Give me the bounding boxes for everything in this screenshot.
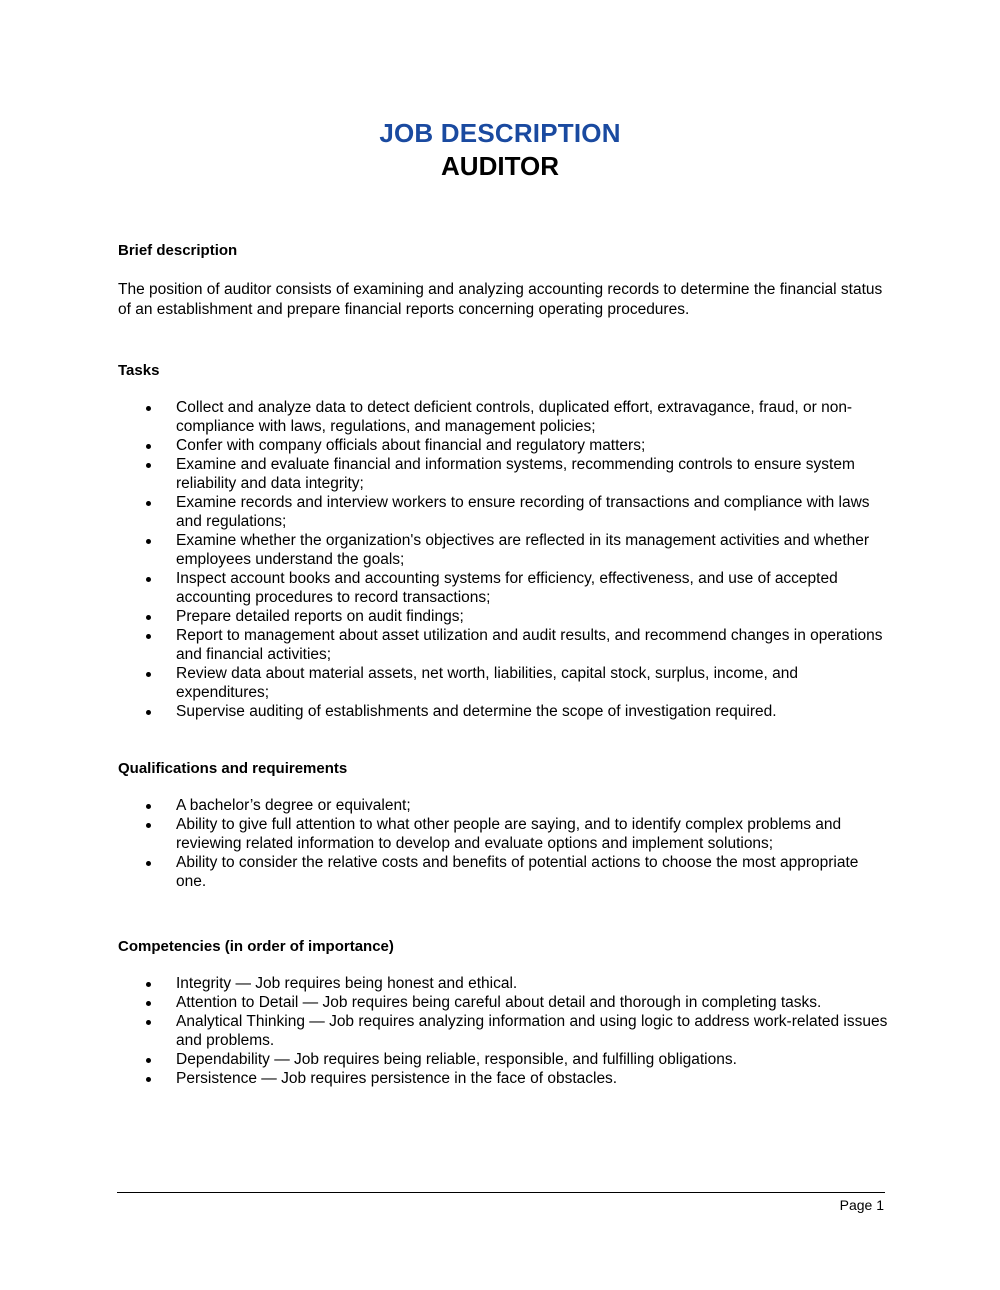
list-item	[118, 993, 888, 1012]
list-item-text: Analytical Thinking — Job requires analyzing information and using logic to address work-related issues and problems.	[176, 1013, 888, 1049]
list-item-text: Ability to give full attention to what other people are saying, and to identify complex problems and reviewing related information to develop and evaluate options and implement solutions;	[176, 816, 842, 852]
list-item-text: Examine whether the organization's objectives are reflected in its management activities and whether employees understand the goals;	[176, 532, 870, 568]
list-item	[118, 569, 888, 607]
bullet-icon	[146, 982, 151, 987]
bullet-icon	[146, 577, 151, 582]
list-item-text: Integrity — Job requires being honest and ethical.	[176, 975, 518, 992]
list-item-text: Review data about material assets, net worth, liabilities, capital stock, surplus, income, and expenditures;	[176, 665, 799, 701]
page-number: Page 1	[839, 1197, 884, 1213]
list-item-text: Report to management about asset utilization and audit results, and recommend changes in operations and financial activities;	[176, 627, 883, 663]
list-item	[118, 398, 888, 436]
list-item-text: Dependability — Job requires being reliable, responsible, and fulfilling obligations.	[176, 1051, 737, 1068]
list-item-text: Collect and analyze data to detect deficient controls, duplicated effort, extravagance, fraud, or non-compliance with laws, regulations, and management policies;	[176, 399, 853, 435]
bullet-icon	[146, 1077, 151, 1082]
list-item-text: A bachelor’s degree or equivalent;	[176, 797, 411, 814]
list-item	[118, 702, 888, 721]
list-item	[118, 531, 888, 569]
brief-description-text: The position of auditor consists of examining and analyzing accounting records to determine the financial status of an establishment and prepare financial reports concerning operating procedures.	[118, 281, 883, 318]
bullet-icon	[146, 463, 151, 468]
list-item	[118, 796, 888, 815]
list-item-text: Prepare detailed reports on audit findings;	[176, 608, 464, 625]
list-item	[118, 974, 888, 993]
bullet-icon	[146, 861, 151, 866]
bullet-icon	[146, 501, 151, 506]
list-item	[118, 1050, 888, 1069]
list-item	[118, 493, 888, 531]
bullet-icon	[146, 444, 151, 449]
tasks-heading: Tasks	[118, 362, 160, 379]
tasks-list	[118, 398, 888, 721]
bullet-icon	[146, 823, 151, 828]
list-item-text: Ability to consider the relative costs and benefits of potential actions to choose the most appropriate one.	[176, 854, 859, 890]
list-item	[118, 436, 888, 455]
bullet-icon	[146, 1020, 151, 1025]
footer-divider	[117, 1192, 885, 1193]
document-subtitle: AUDITOR	[441, 151, 559, 181]
list-item	[118, 853, 888, 891]
list-item	[118, 664, 888, 702]
brief-description-heading: Brief description	[118, 242, 238, 259]
competencies-heading: Competencies (in order of importance)	[118, 938, 394, 955]
list-item-text: Inspect account books and accounting systems for efficiency, effectiveness, and use of accepted accounting procedures to record transactions;	[176, 570, 838, 606]
competencies-section	[118, 937, 888, 1088]
list-item-text: Persistence — Job requires persistence in the face of obstacles.	[176, 1070, 618, 1087]
bullet-icon	[146, 615, 151, 620]
title-block	[0, 118, 1000, 182]
bullet-icon	[146, 710, 151, 715]
list-item	[118, 607, 888, 626]
bullet-icon	[146, 672, 151, 677]
brief-description-section	[118, 241, 888, 319]
list-item-text: Confer with company officials about financial and regulatory matters;	[176, 437, 646, 454]
list-item-text: Examine and evaluate financial and information systems, recommending controls to ensure system reliability and data integrity;	[176, 456, 855, 492]
list-item-text: Attention to Detail — Job requires being careful about detail and thorough in completing tasks.	[176, 994, 822, 1011]
bullet-icon	[146, 804, 151, 809]
list-item	[118, 1012, 888, 1050]
qualifications-section	[118, 759, 888, 891]
competencies-list	[118, 974, 888, 1088]
document-body	[118, 241, 888, 1088]
bullet-icon	[146, 1001, 151, 1006]
qualifications-list	[118, 796, 888, 891]
list-item	[118, 455, 888, 493]
list-item	[118, 815, 888, 853]
bullet-icon	[146, 634, 151, 639]
bullet-icon	[146, 1058, 151, 1063]
qualifications-heading: Qualifications and requirements	[118, 760, 348, 777]
list-item	[118, 626, 888, 664]
tasks-section	[118, 361, 888, 721]
list-item-text: Examine records and interview workers to ensure recording of transactions and compliance with laws and regulations;	[176, 494, 870, 530]
list-item	[118, 1069, 888, 1088]
list-item-text: Supervise auditing of establishments and determine the scope of investigation required.	[176, 703, 777, 720]
bullet-icon	[146, 539, 151, 544]
bullet-icon	[146, 406, 151, 411]
document-title: JOB DESCRIPTION	[379, 118, 621, 148]
